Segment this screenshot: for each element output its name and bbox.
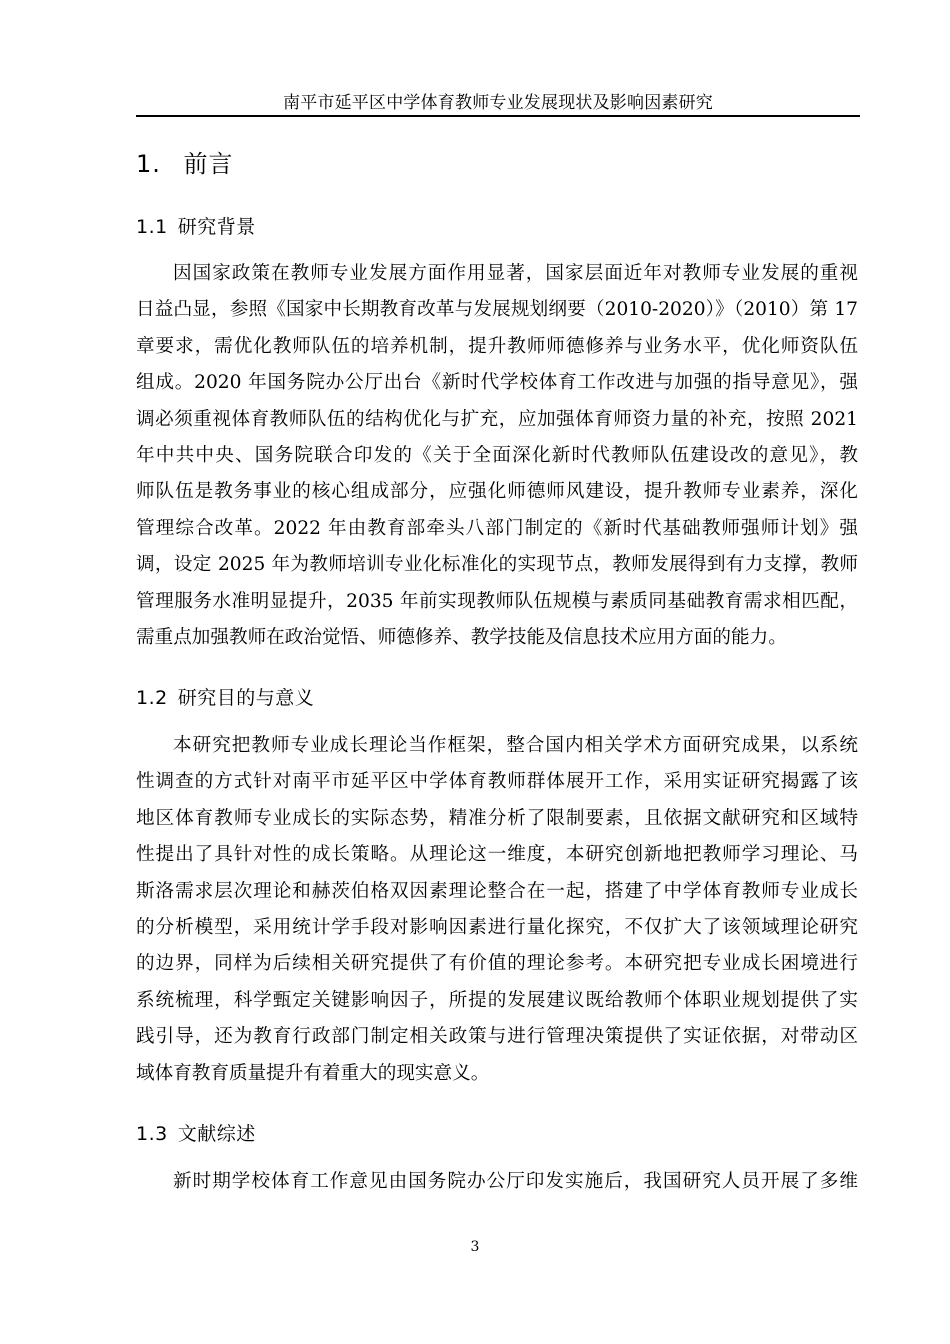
- paragraph-literature-review: [136, 1164, 858, 1200]
- page-number: 3: [470, 1239, 480, 1255]
- section-title: 前言: [183, 150, 234, 178]
- text-line: 性提出了具针对性的成长策略。从理论这一维度，本研究创新地把教师学习理论、马: [136, 844, 858, 866]
- subsection-heading-1-3: [136, 1120, 256, 1148]
- subsection-number: 1.2: [136, 687, 168, 709]
- text-line: 因国家政策在教师专业发展方面作用显著，国家层面近年对教师专业发展的重视: [173, 263, 858, 284]
- text-line: 年中共中央、国务院联合印发的《关于全面深化新时代教师队伍建设改的意见》，教: [136, 444, 858, 466]
- subsection-heading-1-2: [136, 684, 314, 712]
- section-heading-1: [136, 148, 234, 180]
- subsection-number: 1.3: [136, 1123, 168, 1145]
- text-line: 地区体育教师专业成长的实际态势，精准分析了限制要素，且依据文献研究和区域特: [136, 807, 858, 829]
- text-line: 调必须重视体育教师队伍的结构优化与扩充，应加强体育师资力量的补充，按照 2021: [136, 408, 858, 430]
- text-line: 系统梳理，科学甄定关键影响因子，所提的发展建议既给教师个体职业规划提供了实: [136, 989, 858, 1011]
- text-line: 的分析模型，采用统计学手段对影响因素进行量化探究，不仅扩大了该领域理论研究: [136, 916, 858, 938]
- paragraph-research-background: [136, 256, 858, 656]
- running-header: 南平市延平区中学体育教师专业发展现状及影响因素研究: [283, 93, 713, 113]
- text-line: 管理综合改革。2022 年由教育部牵头八部门制定的《新时代基础教师强师计划》强: [136, 517, 858, 539]
- subsection-title: 研究背景: [177, 216, 256, 238]
- text-line: 需重点加强教师在政治觉悟、师德修养、教学技能及信息技术应用方面的能力。: [136, 626, 787, 648]
- subsection-number: 1.1: [136, 216, 168, 238]
- text-line: 调，设定 2025 年为教师培训专业化标准化的实现节点，教师发展得到有力支撑，教师: [136, 554, 858, 576]
- text-line: 章要求，需优化教师队伍的培养机制，提升教师师德修养与业务水平，优化师资队伍: [136, 335, 858, 357]
- text-line: 组成。2020 年国务院办公厅出台《新时代学校体育工作改进与加强的指导意见》，强: [136, 372, 858, 394]
- text-line: 管理服务水准明显提升，2035 年前实现教师队伍规模与素质同基础教育需求相匹配，: [136, 590, 858, 612]
- text-line: 性调查的方式针对南平市延平区中学体育教师群体展开工作，采用实证研究揭露了该: [136, 771, 858, 793]
- text-line: 师队伍是教务事业的核心组成部分，应强化师德师风建设，提升教师专业素养，深化: [136, 481, 858, 503]
- subsection-title: 文献综述: [177, 1123, 256, 1145]
- text-line: 日益凸显，参照《国家中长期教育改革与发展规划纲要（2010-2020）》（2010）第 17: [136, 299, 858, 321]
- subsection-title: 研究目的与意义: [177, 687, 315, 709]
- section-number: 1.: [136, 150, 161, 178]
- text-line: 域体育教育质量提升有着重大的现实意义。: [136, 1062, 490, 1084]
- text-line: 践引导，还为教育行政部门制定相关政策与进行管理决策提供了实证依据，对带动区: [136, 1026, 858, 1048]
- subsection-heading-1-1: [136, 213, 256, 241]
- text-line: 本研究把教师专业成长理论当作框架，整合国内相关学术方面研究成果，以系统: [173, 735, 858, 756]
- header-rule: [136, 115, 860, 117]
- text-line: 新时期学校体育工作意见由国务院办公厅印发实施后，我国研究人员开展了多维: [173, 1171, 858, 1192]
- text-line: 斯洛需求层次理论和赫茨伯格双因素理论整合在一起，搭建了中学体育教师专业成长: [136, 880, 858, 902]
- paragraph-research-purpose: [136, 728, 858, 1092]
- text-line: 的边界，同样为后续相关研究提供了有价值的理论参考。本研究把专业成长困境进行: [136, 953, 858, 975]
